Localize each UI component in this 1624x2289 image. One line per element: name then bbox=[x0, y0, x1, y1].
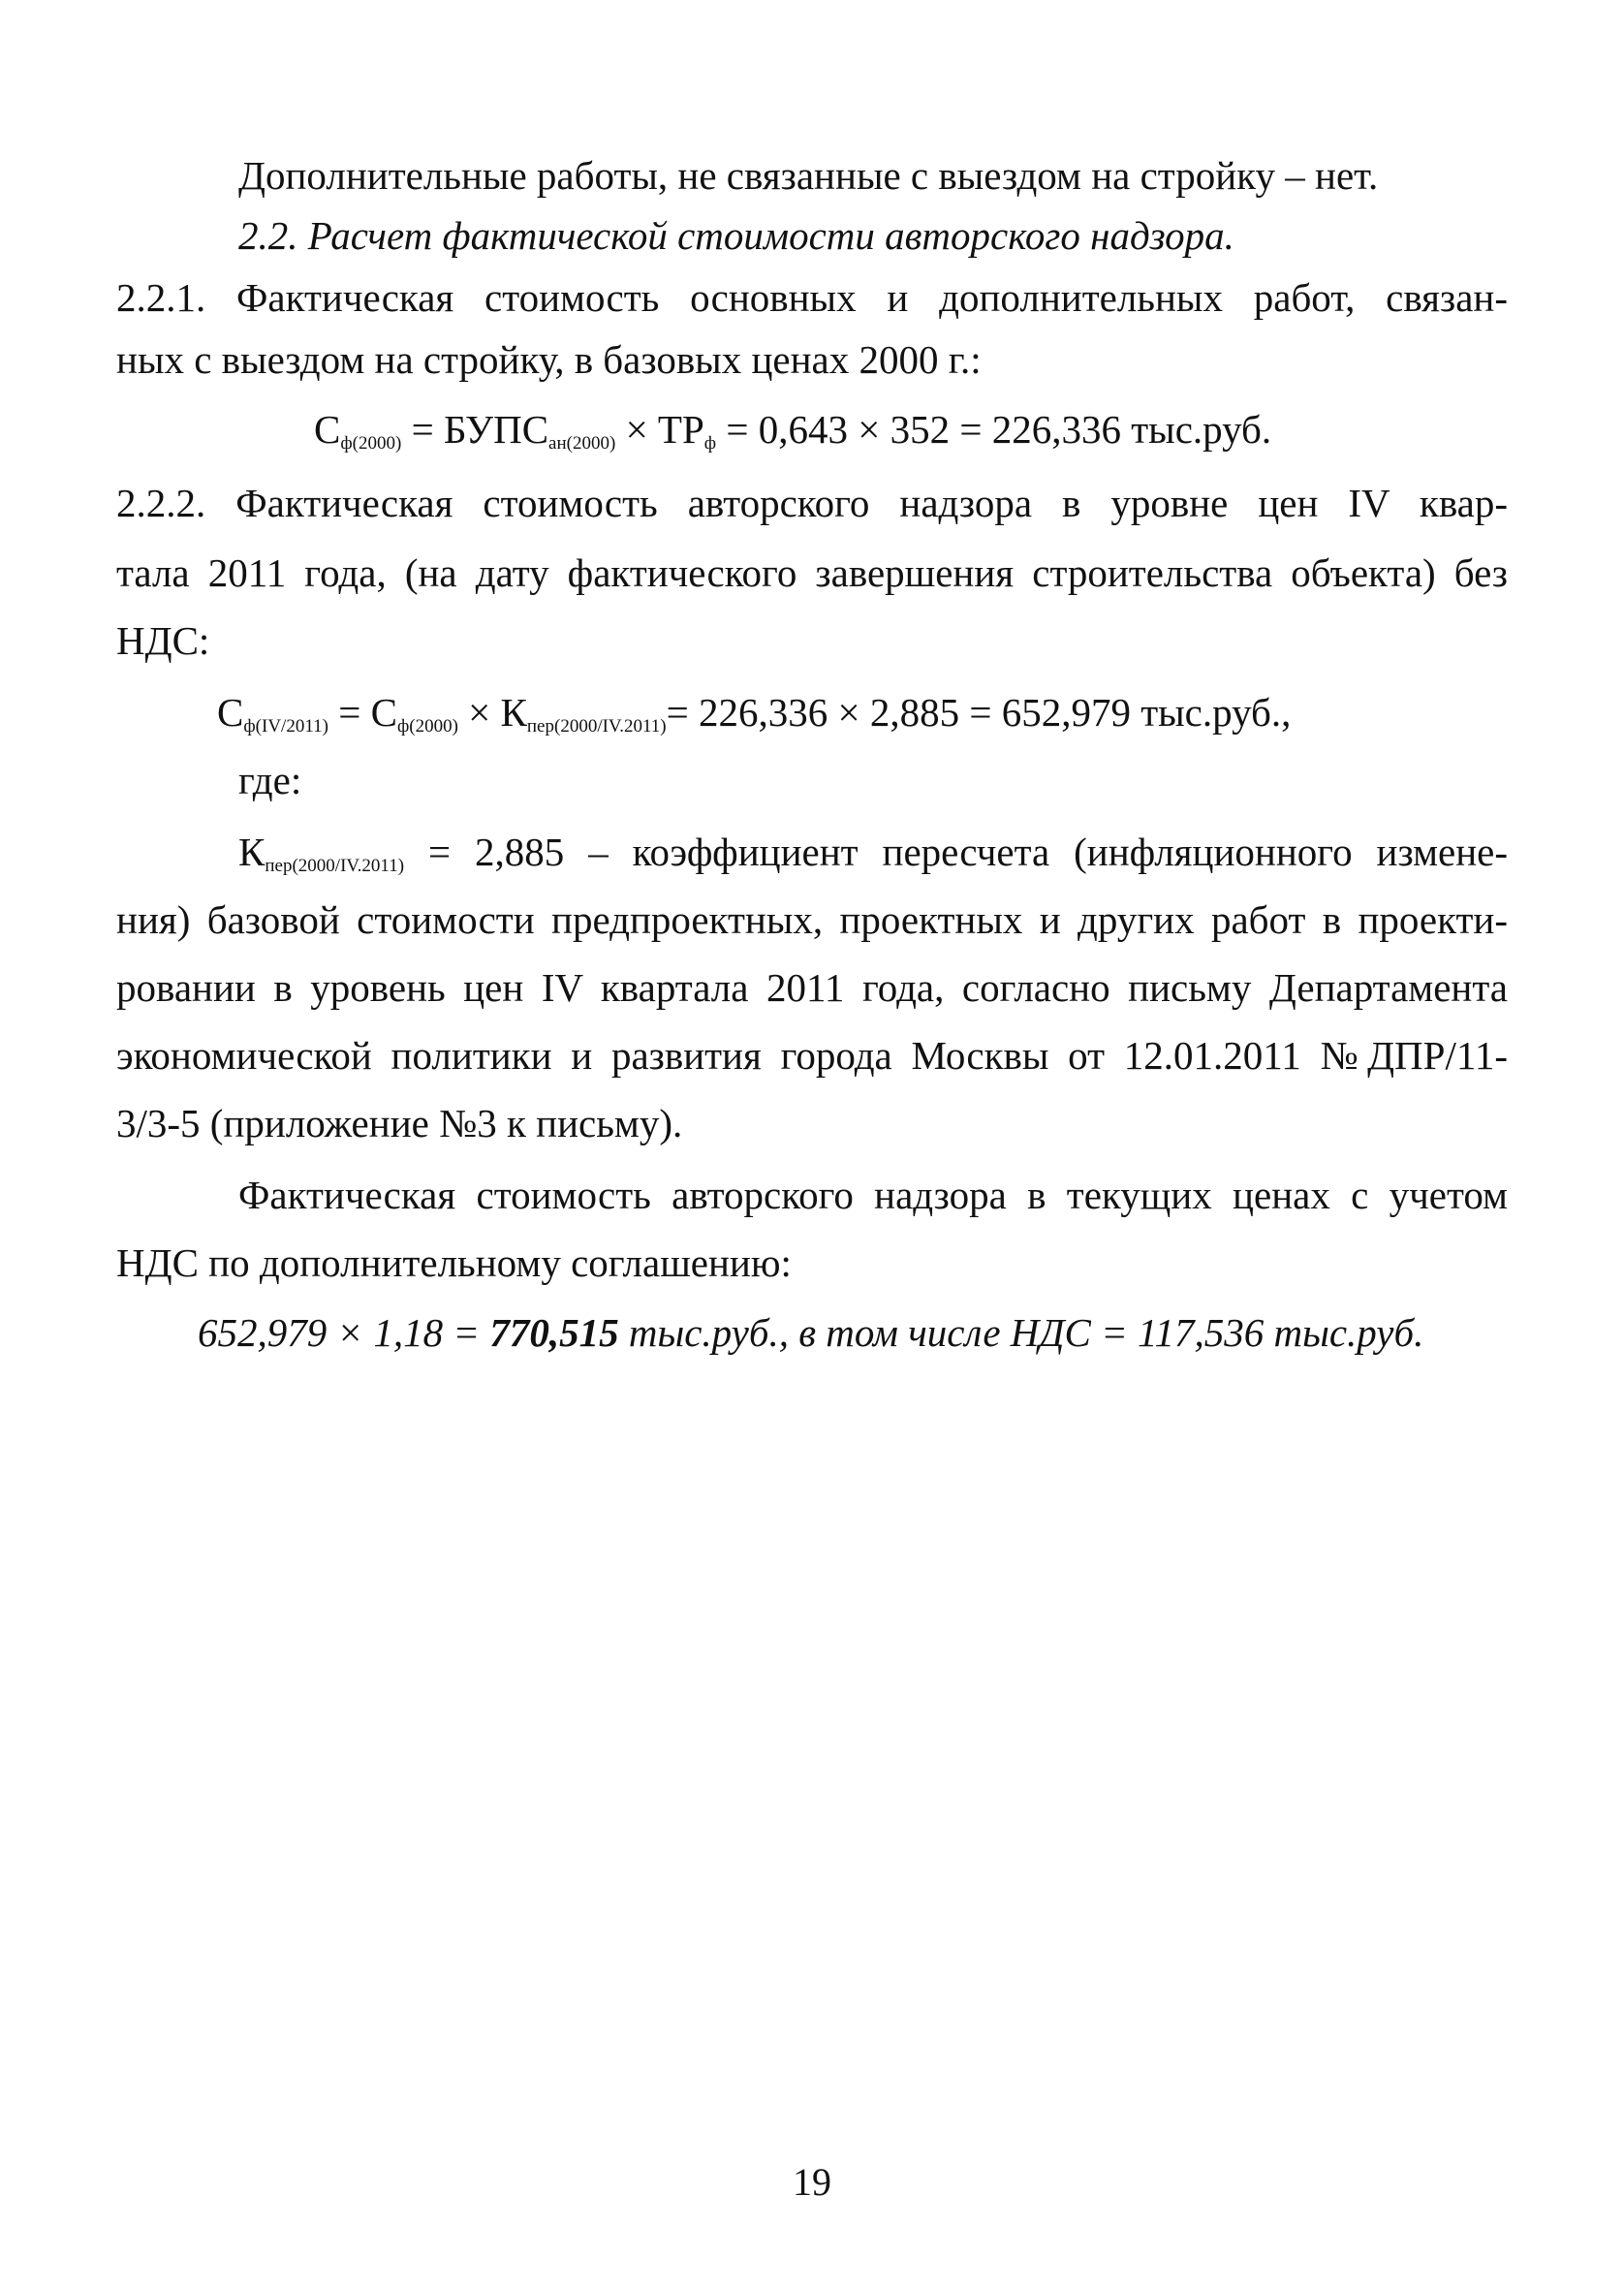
paragraph-2-2-1-line-1: 2.2.1. Фактическая стоимость основных и дополнительных работ, связан- bbox=[116, 275, 1508, 320]
where-label: где: bbox=[238, 758, 302, 802]
page-number: 19 bbox=[793, 2160, 831, 2204]
paragraph-2-2-2-line-3: НДС: bbox=[116, 618, 210, 663]
total-amount: 770,515 bbox=[489, 1310, 619, 1355]
k-definition-line-3: ровании в уровень цен IV квартала 2011 года, согласно письму Департамента bbox=[116, 965, 1508, 1010]
paragraph-2-2-2-line-1: 2.2.2. Фактическая стоимость авторского надзора в уровне цен IV квар- bbox=[116, 481, 1508, 525]
final-paragraph-line-1: Фактическая стоимость авторского надзора в текущих ценах с учетом bbox=[238, 1173, 1508, 1217]
final-paragraph-line-2: НДС по дополнительному соглашению: bbox=[116, 1240, 792, 1285]
final-formula: 652,979 × 1,18 = 770,515 тыс.руб., в том числе НДС = 117,536 тыс.руб. bbox=[198, 1310, 1424, 1355]
paragraph-2-2-1-line-2: ных с выездом на стройку, в базовых ценах 2000 г.: bbox=[116, 337, 982, 382]
formula-base-cost: $С_{ф(2000)}$ = $БУПС_{ан(2000)} \times ТР_ф = 0,643 \times 352 = 226,336$ тыс.руб. bbox=[314, 407, 1272, 454]
k-definition-line-1: $К_{пер(2000/IV.2011)} = 2,885$ – коэффициент пересчета (инфляционного измене- bbox=[238, 830, 1509, 876]
section-heading: 2.2. Расчет фактической стоимости авторского надзора. bbox=[238, 213, 1234, 258]
paragraph-2-2-2-line-2: тала 2011 года, (на дату фактического завершения строительства объекта) без bbox=[116, 550, 1508, 595]
k-definition-line-4: экономической политики и развития города Москвы от 12.01.2011 №ДПР/11- bbox=[116, 1033, 1508, 1078]
formula-actual-cost-2011: $С_{ф(IV/2011)} = С_{ф(2000)} \times К_{пер(2000/IV.2011)}= 226,336 \times 2,885 = 652,979$ тыс.руб., bbox=[217, 690, 1292, 737]
k-definition-line-5: 3/3-5 (приложение №3 к письму). bbox=[116, 1101, 683, 1145]
k-definition-line-2: ния) базовой стоимости предпроектных, проектных и других работ в проекти- bbox=[116, 897, 1508, 942]
paragraph-no-additional-work: Дополнительные работы, не связанные с выездом на стройку – нет. bbox=[238, 153, 1379, 198]
